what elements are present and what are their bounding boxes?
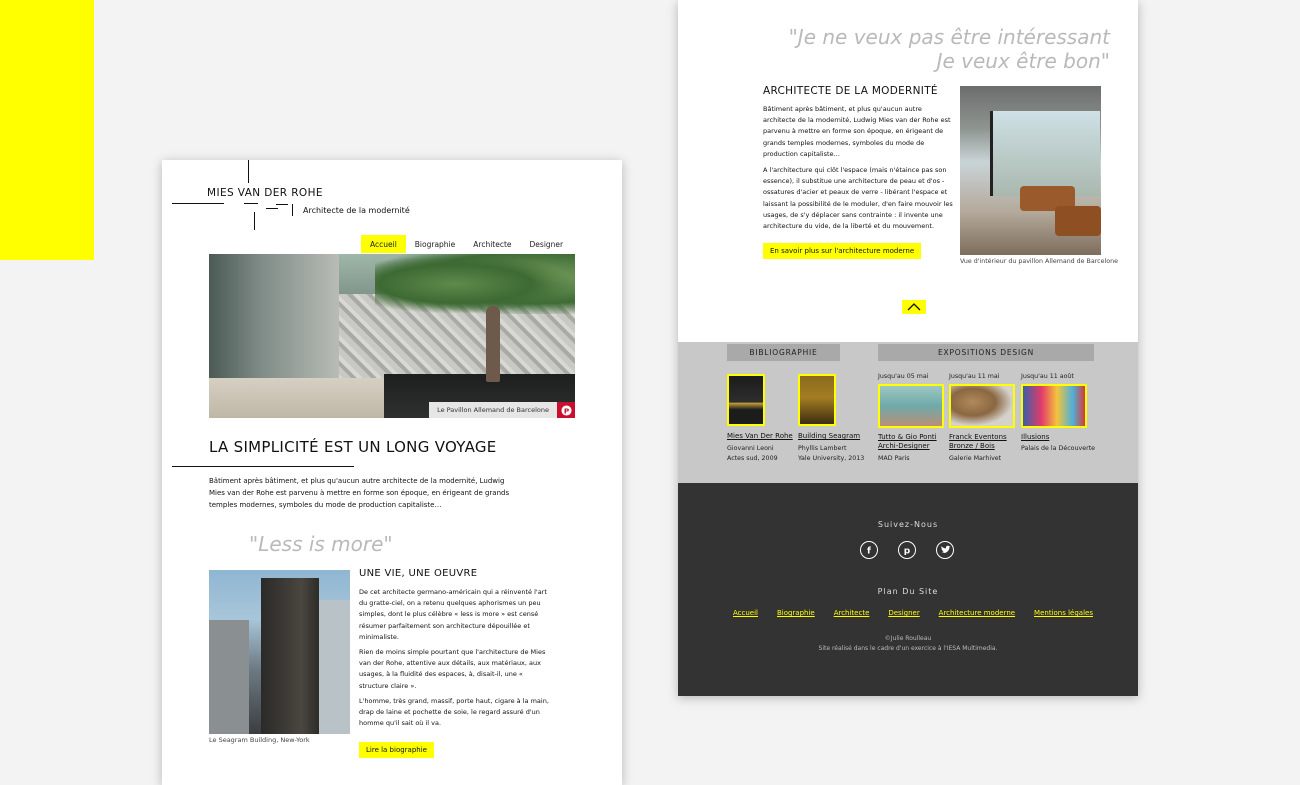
life-paragraph: Rien de moins simple pourtant que l'architecture de Mies van der Rohe, attentive aux détails, aux matériaux, aux usages, à la fluidité des espaces, à, disait-il, une « structure claire ». bbox=[359, 648, 546, 690]
yellow-decoration-block bbox=[0, 0, 94, 260]
mockup-page-home bbox=[162, 160, 622, 785]
nav-architecte[interactable]: Architecte bbox=[473, 240, 512, 249]
footer-link-mentions-legales[interactable]: Mentions légales bbox=[1034, 609, 1093, 617]
chevron-up-icon bbox=[907, 303, 921, 311]
seagram-tower bbox=[261, 578, 319, 734]
headline-underline bbox=[172, 466, 354, 467]
hero-trees bbox=[375, 254, 575, 314]
social-links bbox=[860, 541, 954, 559]
footer-links bbox=[733, 609, 1093, 617]
footer-credit bbox=[678, 634, 1138, 654]
architect-paragraph: A l'architecture qui clôt l'espace (mais n'étaince pas son essence), il substitue une architecture de peau et d'os - ossatures d'acier et peaux de verre - libérant l'espace et laissant la possibilité de le moduler, d'en faire mouvoir les usages, de s'y déplacer sans contrainte : il invente une architecture du vide, de la liberté et du mouvement. bbox=[763, 166, 953, 231]
expo-title-line: Archi-Designer bbox=[878, 442, 930, 450]
book-cover[interactable] bbox=[798, 374, 836, 426]
site-map-heading: Plan Du Site bbox=[877, 587, 939, 596]
footer-link-designer[interactable]: Designer bbox=[888, 609, 920, 617]
footer-link-biographie[interactable]: Biographie bbox=[776, 609, 815, 617]
scroll-top-button[interactable] bbox=[902, 300, 926, 314]
footer-link-architecte[interactable]: Architecte bbox=[833, 609, 870, 617]
book-title-link[interactable]: Building Seagram bbox=[798, 432, 861, 440]
svg-text:p: p bbox=[903, 546, 911, 555]
learn-more-architecture-button[interactable]: En savoir plus sur l'architecture moderne bbox=[763, 243, 921, 259]
seagram-side-tower bbox=[319, 600, 350, 734]
quote-je-veux-etre-bon bbox=[789, 25, 1110, 73]
expo-image[interactable] bbox=[878, 384, 944, 428]
book-author: Giovanni Leoni bbox=[727, 445, 774, 452]
seagram-caption: Le Seagram Building, New-York bbox=[209, 736, 310, 744]
resources-band bbox=[678, 342, 1138, 483]
architect-section-text bbox=[763, 104, 953, 237]
credit-note: Site réalisé dans le cadre d'un exercice à l'IESA Multimedia. bbox=[818, 645, 998, 652]
book-publisher: Yale University, 2013 bbox=[798, 455, 865, 462]
expo-title-line: Bronze / Bois bbox=[949, 442, 995, 450]
book-meta bbox=[798, 444, 864, 464]
book-cover[interactable] bbox=[727, 374, 765, 426]
expo-date: Jusqu'au 05 mai bbox=[878, 373, 929, 380]
expo-title-link[interactable] bbox=[949, 433, 1007, 451]
book-meta bbox=[727, 444, 778, 464]
svg-text:f: f bbox=[867, 546, 871, 555]
life-paragraph: De cet architecte germano-américain qui a réinventé l'art du gratte-ciel, on a retenu quelques aphorismes un peu simples, dont le plus célèbre « less is more » est censé résumer parfaitement son architecture dépouillée et minimaliste. bbox=[359, 588, 547, 641]
architect-paragraph: Bâtiment après bâtiment, et plus qu'aucun autre architecte de la modernité, Ludwig Mies van der Rohe est parvenu à mettre en forme son époque, en érigeant de grands temples modernes, symboles du mode de production capitaliste… bbox=[763, 105, 951, 158]
read-biography-button[interactable]: Lire la biographie bbox=[359, 742, 434, 758]
intro-text: Bâtiment après bâtiment, et plus qu'aucun autre architecte de la modernité, Ludwig Mies van der Rohe est parvenu à mettre en forme son époque, en érigeant de grands temples modernes, symboles du mode de production capitaliste… bbox=[209, 477, 510, 509]
logo-line bbox=[248, 160, 249, 183]
hero-statue bbox=[486, 306, 500, 382]
quote-line: "Je ne veux pas être intéressant bbox=[788, 25, 1110, 49]
quote-line: Je veux être bon" bbox=[936, 49, 1110, 73]
follow-us-heading: Suivez-Nous bbox=[877, 520, 939, 529]
expo-image[interactable] bbox=[1021, 384, 1087, 428]
footer-link-architecture-moderne[interactable]: Architecture moderne bbox=[938, 609, 1016, 617]
site-subtitle: Architecte de la modernité bbox=[303, 206, 410, 215]
nav-biographie[interactable]: Biographie bbox=[414, 240, 456, 249]
expo-title-line: Franck Eventons bbox=[949, 433, 1007, 441]
logo-line bbox=[254, 212, 255, 230]
architect-section-title: ARCHITECTE DE LA MODERNITÉ bbox=[763, 85, 938, 97]
interior-chair bbox=[1055, 206, 1101, 236]
life-paragraph: L'homme, très grand, massif, porte haut, cigare à la main, drap de laine et pochette de soie, le regard assuré d'un homme qu'il sait où il va. bbox=[359, 696, 549, 728]
expo-place: Galerie Marhivet bbox=[949, 455, 1002, 462]
life-section-title: UNE VIE, UNE OEUVRE bbox=[359, 568, 478, 579]
expo-place: Palais de la Découverte bbox=[1021, 445, 1096, 452]
bibliography-label: BIBLIOGRAPHIE bbox=[727, 344, 840, 361]
hero-image-barcelona-pavilion bbox=[209, 254, 575, 418]
book-author: Phyllis Lambert bbox=[798, 445, 847, 452]
nav-accueil[interactable]: Accueil bbox=[361, 235, 406, 253]
footer-link-accueil[interactable]: Accueil bbox=[733, 609, 758, 617]
credit-author: ©Julie Roulleau bbox=[884, 635, 932, 642]
mockup-page-architecte bbox=[678, 0, 1138, 696]
logo-line bbox=[276, 204, 288, 205]
quote-less-is-more: "Less is more" bbox=[249, 532, 393, 556]
twitter-icon[interactable] bbox=[936, 541, 954, 559]
expo-title-link[interactable]: Illusions bbox=[1021, 433, 1050, 441]
expo-title-link[interactable] bbox=[878, 433, 937, 451]
life-section-text bbox=[359, 587, 549, 733]
pavilion-interior-image bbox=[960, 86, 1101, 255]
expo-image[interactable] bbox=[949, 384, 1015, 428]
seagram-side-tower bbox=[209, 620, 249, 734]
seagram-building-image bbox=[209, 570, 350, 734]
logo-line bbox=[292, 204, 293, 216]
logo-line bbox=[266, 208, 278, 209]
expo-date: Jusqu'au 11 mai bbox=[949, 373, 1000, 380]
facebook-icon[interactable] bbox=[860, 541, 878, 559]
logo-line bbox=[244, 203, 258, 204]
book-publisher: Actes sud, 2009 bbox=[727, 455, 778, 462]
interior-caption: Vue d'intérieur du pavillon Allemand de Barcelone bbox=[960, 258, 1118, 265]
interior-window bbox=[990, 111, 1100, 196]
expositions-label: EXPOSITIONS DESIGN bbox=[878, 344, 1094, 361]
site-title[interactable]: MIES VAN DER ROHE bbox=[207, 187, 323, 199]
main-nav bbox=[361, 235, 572, 253]
logo-line bbox=[172, 203, 224, 204]
site-footer bbox=[678, 483, 1138, 696]
page-headline: LA SIMPLICITÉ EST UN LONG VOYAGE bbox=[209, 438, 497, 456]
nav-designer[interactable]: Designer bbox=[529, 240, 564, 249]
svg-text:P: P bbox=[563, 405, 569, 415]
expo-title-line: Tutto & Gio Ponti bbox=[878, 433, 937, 441]
pinterest-icon[interactable] bbox=[898, 541, 916, 559]
expo-place: MAD Paris bbox=[878, 455, 910, 462]
book-title-link[interactable]: Mies Van Der Rohe bbox=[727, 432, 793, 440]
expo-date: Jusqu'au 11 août bbox=[1021, 373, 1074, 380]
pinterest-icon[interactable] bbox=[557, 402, 575, 418]
hero-caption: Le Pavillon Allemand de Barcelone bbox=[429, 402, 557, 418]
